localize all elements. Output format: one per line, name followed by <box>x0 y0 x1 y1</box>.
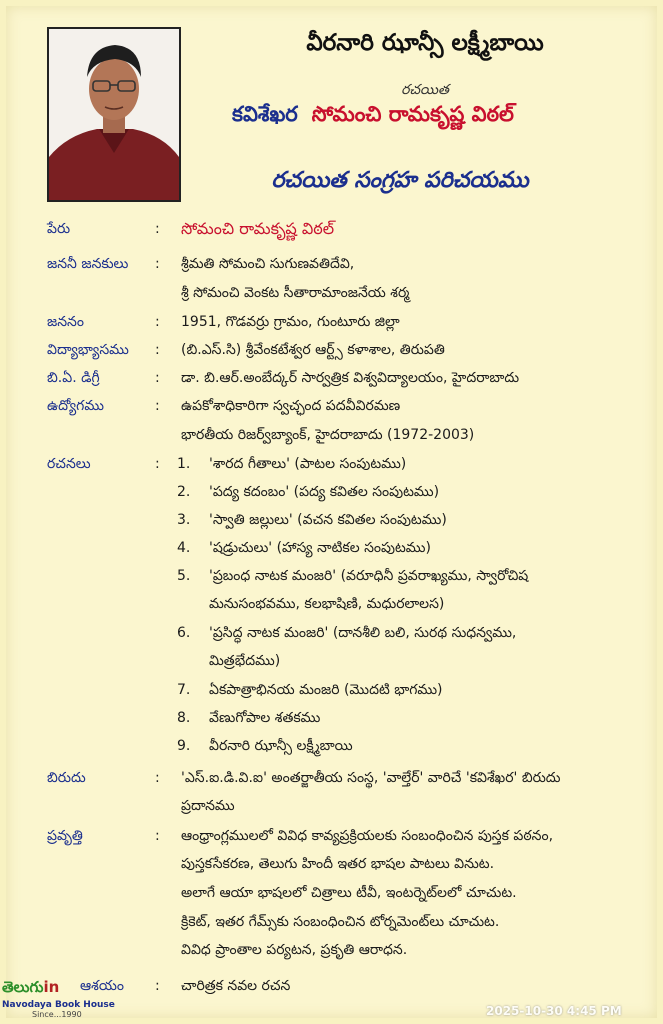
hobby-line: క్రికెట్, ఇతర గేమ్స్‌కు సంబంధించిన టోర్నమెంట్‌లు చూచుట. <box>181 914 500 930</box>
publisher-name: Navodaya Book House <box>2 1000 115 1010</box>
ba-label: బి.ఏ. డిగ్రీ <box>47 370 100 386</box>
work-number: 9. <box>177 738 191 754</box>
colon: : <box>155 256 160 272</box>
name-label: పేరు <box>47 221 71 237</box>
hobby-line: అలాగే ఆయా భాషలలో చిత్రాలు టీవీ, ఇంటర్నెట్‌లలో చూచుట. <box>181 885 517 901</box>
hobby-line: వివిధ ప్రాంతాల పర్యటన, ప్రకృతి ఆరాధన. <box>181 942 408 958</box>
parents-label: జననీ జనకులు <box>47 256 129 272</box>
colon: : <box>155 456 160 472</box>
publisher-since: Since...1990 <box>32 1010 82 1019</box>
work-item: 'షడ్రుచులు' (హాస్య నాటికల సంపుటము) <box>209 540 431 556</box>
work-item: వేణుగోపాల శతకము <box>209 710 321 726</box>
author-caption: రచయిత <box>401 82 449 98</box>
section-title: రచయిత సంగ్రహ పరిచయము <box>271 168 529 193</box>
book-title: వీరనారి ఝాన్సీ లక్ష్మీబాయి <box>306 30 544 56</box>
parents-line: శ్రీ సోమంచి వెంకట సీతారామాంజనేయ శర్మ <box>181 285 410 301</box>
work-item: 'ప్రబంధ నాటక మంజరి' (వరూధినీ ప్రవరాఖ్యము, స్వారోచిష <box>209 568 529 584</box>
hobby-label: ప్రవృత్తి <box>47 828 83 844</box>
hobby-line: పుస్తకసేకరణ, తెలుగు హిందీ ఇతర భాషల పాటలు వినుట. <box>181 856 495 872</box>
birth-value: 1951, గొడవర్రు గ్రామం, గుంటూరు జిల్లా <box>181 314 400 330</box>
author-name: సోమంచి రామకృష్ణ విఠల్ <box>311 102 514 126</box>
ambition-label: ఆశయం <box>80 978 124 994</box>
work-item: 'స్వాతి జల్లులు' (వచన కవితల సంపుటము) <box>209 512 447 528</box>
work-item: 'పద్య కదంబం' (పద్య కవితల సంపుటము) <box>209 484 440 500</box>
colon: : <box>155 370 160 386</box>
publisher-watermark <box>2 978 130 1020</box>
job-label: ఉద్యోగము <box>47 398 104 414</box>
work-number: 7. <box>177 682 191 698</box>
education-label: విద్యాభ్యాసము <box>47 342 129 358</box>
job-line: భారతీయ రిజర్వ్‌బ్యాంక్, హైదరాబాదు (1972-2003) <box>181 427 475 443</box>
work-number: 4. <box>177 540 191 556</box>
parents-line: శ్రీమతి సోమంచి సుగుణవతిదేవి, <box>181 256 355 272</box>
work-item: 'ప్రసిద్ధ నాటక మంజరి' (దానశీలి బలి, సురథ సుధన్వము, <box>209 625 517 641</box>
work-number: 8. <box>177 710 191 726</box>
award-label: బిరుదు <box>47 770 86 786</box>
ambition-value: చారిత్రక నవల రచన <box>181 978 291 994</box>
work-item: ఏకపాత్రాభినయ మంజరి (మొదటి భాగము) <box>209 682 443 698</box>
award-line: ప్రదానము <box>181 798 235 814</box>
work-item: వీరనారి ఝాన్సీ లక్ష్మీబాయి <box>209 738 353 754</box>
work-number: 6. <box>177 625 191 641</box>
work-number: 1. <box>177 456 191 472</box>
award-line: 'ఎస్.ఐ.డి.వి.ఐ' అంతర్జాతీయ సంస్థ, 'వాల్తేర్' వారిచే 'కవిశేఖర' బిరుదు <box>181 770 561 786</box>
colon: : <box>155 828 160 844</box>
job-line: ఉపకోశాధికారిగా స్వచ్ఛంద పదవీవిరమణ <box>181 398 401 414</box>
work-number: 3. <box>177 512 191 528</box>
work-number: 5. <box>177 568 191 584</box>
colon: : <box>155 342 160 358</box>
colon: : <box>155 770 160 786</box>
colon: : <box>155 221 160 237</box>
work-item-continued: మనుసంభవము, కలభాషిణి, మధురలాలస) <box>209 596 445 612</box>
colon: : <box>155 398 160 414</box>
education-value: (బి.ఎస్.సి) శ్రీవేంకటేశ్వర ఆర్ట్స్ కళాశాల, తిరుపతి <box>181 342 445 358</box>
colon: : <box>155 314 160 330</box>
capture-timestamp: 2025-10-30 4:45 PM <box>486 1004 622 1018</box>
publisher-logo: తెలుగుin <box>2 978 60 996</box>
colon: : <box>155 978 160 994</box>
work-number: 2. <box>177 484 191 500</box>
hobby-line: ఆంధ్రాంగ్లములలో వివిధ కావ్యప్రక్రియలకు సంబంధించిన పుస్తక పఠనం, <box>181 828 554 844</box>
works-label: రచనలు <box>47 456 91 472</box>
work-item-continued: మిత్రభేదము) <box>209 653 281 669</box>
work-item: 'శారద గీతాలు' (పాటల సంపుటము) <box>209 456 407 472</box>
birth-label: జననం <box>47 314 84 330</box>
ba-value: డా. బి.ఆర్.అంబేద్కర్ సార్వత్రిక విశ్వవిద్యాలయం, హైదరాబాదు <box>181 370 520 386</box>
name-value: సోమంచి రామకృష్ణ విఠల్ <box>181 219 335 238</box>
author-prefix: కవిశేఖర <box>232 102 298 126</box>
